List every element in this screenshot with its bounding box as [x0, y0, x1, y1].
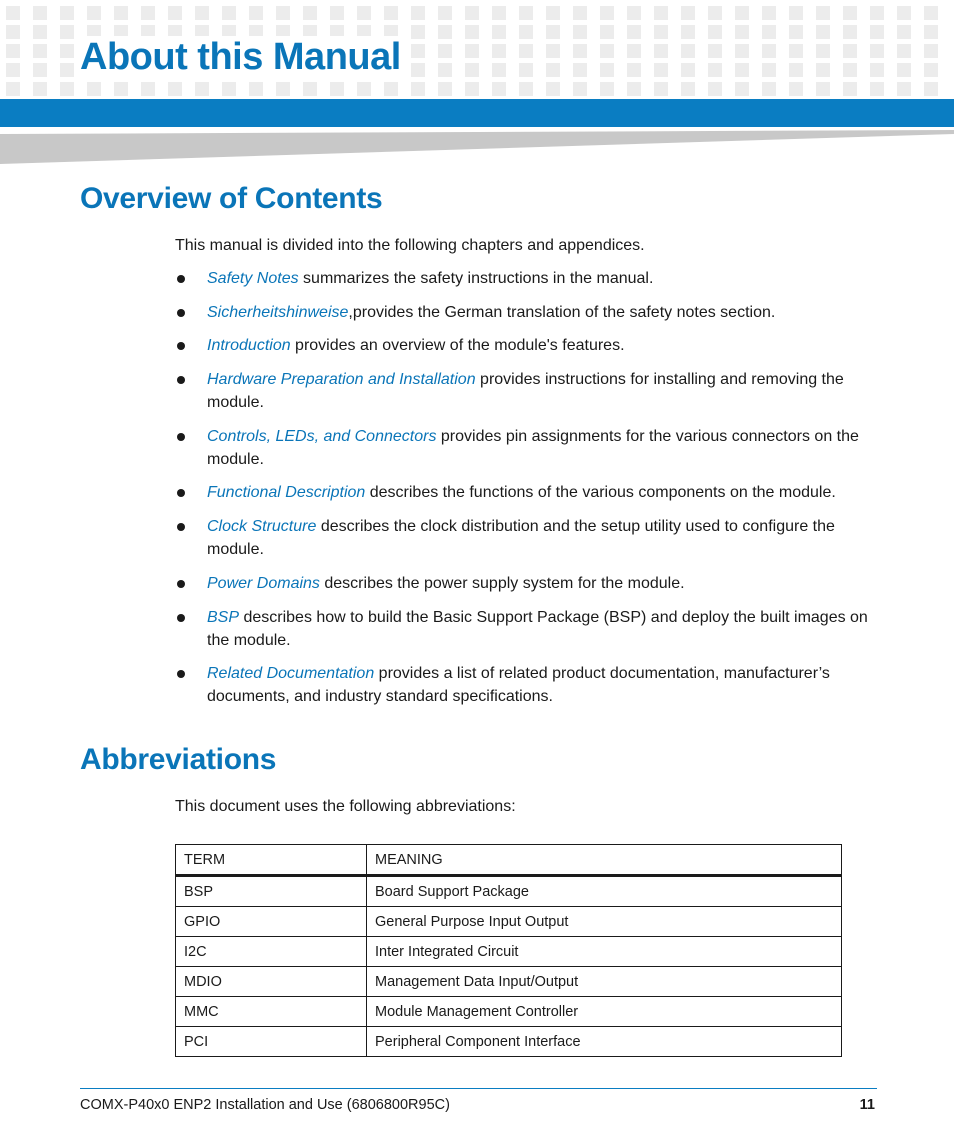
header-pattern-square — [465, 82, 479, 96]
chapter-description: provides instructions for installing and removing the module. — [207, 371, 844, 412]
header-pattern-square — [519, 6, 533, 20]
header-pattern-square — [33, 25, 47, 39]
chapter-link[interactable]: Functional Description — [207, 484, 366, 502]
header-pattern-square — [573, 44, 587, 58]
header-pattern-square — [654, 44, 668, 58]
header-pattern-square — [924, 63, 938, 77]
list-item — [175, 606, 875, 652]
header-pattern-square — [546, 6, 560, 20]
term-cell: MMC — [176, 997, 367, 1027]
list-item — [175, 515, 875, 561]
header-pattern-square — [735, 63, 749, 77]
header-pattern-square — [519, 44, 533, 58]
header-pattern-square — [492, 63, 506, 77]
list-item — [175, 481, 875, 504]
header-pattern-square — [573, 6, 587, 20]
term-cell: GPIO — [176, 907, 367, 937]
chapter-link[interactable]: Clock Structure — [207, 518, 317, 536]
term-cell: PCI — [176, 1027, 367, 1057]
bullet-icon — [177, 614, 185, 622]
header-pattern-square — [546, 44, 560, 58]
header-pattern-square — [762, 6, 776, 20]
table-row — [176, 907, 842, 937]
header-pattern-square — [789, 6, 803, 20]
meaning-cell: Module Management Controller — [367, 997, 842, 1027]
header-pattern-square — [816, 44, 830, 58]
header-blue-band — [0, 99, 954, 127]
header-pattern-square — [492, 82, 506, 96]
chapter-description: provides a list of related product documentation, manufacturer’s documents, and industry standard specifications. — [207, 665, 830, 706]
header-pattern-square — [789, 82, 803, 96]
header-pattern-square — [33, 6, 47, 20]
header-pattern-square — [141, 6, 155, 20]
header-pattern-square — [249, 6, 263, 20]
list-item — [175, 662, 875, 708]
header-pattern-square — [600, 25, 614, 39]
header-pattern-square — [519, 63, 533, 77]
header-pattern-square — [789, 44, 803, 58]
bullet-icon — [177, 523, 185, 531]
header-pattern-square — [438, 25, 452, 39]
bullet-icon — [177, 489, 185, 497]
header-pattern-square — [870, 82, 884, 96]
header-pattern-square — [357, 6, 371, 20]
chapter-link[interactable]: Power Domains — [207, 574, 320, 592]
header-pattern-square — [924, 44, 938, 58]
table-row — [176, 937, 842, 967]
bullet-icon — [177, 670, 185, 678]
header-pattern-square — [492, 6, 506, 20]
chapter-description: ,provides the German translation of the safety notes section. — [348, 303, 776, 321]
header-pattern-square — [573, 63, 587, 77]
header-pattern-square — [222, 82, 236, 96]
header-pattern-square — [897, 6, 911, 20]
header-pattern-square — [600, 63, 614, 77]
bullet-icon — [177, 376, 185, 384]
header-pattern-square — [222, 6, 236, 20]
header-pattern-square — [438, 63, 452, 77]
meaning-cell: Management Data Input/Output — [367, 967, 842, 997]
header-pattern-square — [870, 6, 884, 20]
chapter-link[interactable]: Safety Notes — [207, 270, 299, 287]
header-pattern-square — [762, 44, 776, 58]
header-pattern-square — [654, 25, 668, 39]
meaning-cell: General Purpose Input Output — [367, 907, 842, 937]
header-pattern-square — [789, 25, 803, 39]
header-pattern-square — [6, 44, 20, 58]
header-pattern-square — [762, 63, 776, 77]
bullet-icon — [177, 580, 185, 588]
header-pattern-square — [600, 44, 614, 58]
header-pattern-square — [816, 63, 830, 77]
header-pattern-square — [735, 6, 749, 20]
header-pattern-square — [33, 82, 47, 96]
header-pattern-square — [762, 25, 776, 39]
header-pattern-square — [681, 82, 695, 96]
header-pattern-square — [681, 63, 695, 77]
header-pattern-square — [357, 82, 371, 96]
abbreviations-intro: This document uses the following abbreviations: — [175, 798, 516, 815]
header-pattern-square — [924, 6, 938, 20]
header-pattern-square — [411, 25, 425, 39]
table-header-row — [176, 845, 842, 876]
table-row — [176, 1027, 842, 1057]
header-pattern-square — [465, 44, 479, 58]
header-pattern-square — [627, 82, 641, 96]
header-pattern-square — [60, 44, 74, 58]
chapter-description: provides pin assignments for the various connectors on the module. — [207, 427, 859, 468]
section-heading-overview: Overview of Contents — [80, 182, 383, 215]
header-pattern-square — [843, 6, 857, 20]
page-number: 11 — [859, 1097, 875, 1113]
page-title: About this Manual — [80, 36, 407, 79]
header-pattern-square — [411, 63, 425, 77]
header-pattern-square — [870, 44, 884, 58]
header-pattern-square — [114, 6, 128, 20]
header-pattern-square — [384, 82, 398, 96]
header-pattern-square — [492, 44, 506, 58]
header-pattern-square — [708, 6, 722, 20]
header-pattern-square — [924, 82, 938, 96]
chapter-link[interactable]: Related Documentation — [207, 665, 375, 683]
meaning-cell: Board Support Package — [367, 876, 842, 907]
header-pattern-square — [870, 25, 884, 39]
column-header-meaning: MEANING — [367, 845, 842, 876]
chapter-description: describes the clock distribution and the setup utility used to configure the module. — [207, 518, 835, 559]
header-pattern-square — [654, 82, 668, 96]
header-pattern-square — [519, 82, 533, 96]
header-pattern-square — [762, 82, 776, 96]
header-pattern-square — [573, 25, 587, 39]
list-item — [175, 425, 875, 471]
list-item — [175, 368, 875, 414]
header-pattern-square — [465, 25, 479, 39]
header-pattern-square — [6, 25, 20, 39]
header-pattern-square — [438, 44, 452, 58]
abbreviations-table — [175, 844, 842, 1057]
header-pattern-square — [681, 6, 695, 20]
header-pattern-square — [465, 63, 479, 77]
header-pattern-square — [492, 25, 506, 39]
header-pattern-square — [708, 63, 722, 77]
chapter-description: describes the functions of the various components on the module. — [365, 484, 836, 502]
header-pattern-square — [168, 82, 182, 96]
header-pattern-square — [708, 25, 722, 39]
header-pattern-square — [843, 63, 857, 77]
header-pattern-square — [816, 6, 830, 20]
header-pattern-square — [60, 6, 74, 20]
header-pattern-square — [627, 25, 641, 39]
bullet-icon — [177, 342, 185, 350]
header-pattern-square — [411, 82, 425, 96]
header-pattern-square — [195, 82, 209, 96]
header-pattern-square — [897, 63, 911, 77]
header-pattern-square — [843, 82, 857, 96]
chapter-description: provides an overview of the module's features. — [290, 337, 625, 355]
column-header-term: TERM — [176, 845, 367, 876]
header-pattern-square — [6, 82, 20, 96]
header-pattern-square — [600, 82, 614, 96]
header-pattern-square — [843, 44, 857, 58]
header-pattern-square — [627, 44, 641, 58]
header-pattern-square — [546, 25, 560, 39]
meaning-cell: Inter Integrated Circuit — [367, 937, 842, 967]
header-pattern-square — [276, 6, 290, 20]
bullet-icon — [177, 275, 185, 283]
chapter-description: summarizes the safety instructions in the manual. — [298, 270, 654, 287]
bullet-icon — [177, 433, 185, 441]
header-pattern-square — [681, 44, 695, 58]
header-pattern-square — [330, 82, 344, 96]
header-pattern-square — [789, 63, 803, 77]
header-pattern-square — [897, 82, 911, 96]
table-row — [176, 876, 842, 907]
footer-document-title: COMX-P40x0 ENP2 Installation and Use (6806800R95C) — [80, 1097, 450, 1113]
chapter-link[interactable]: BSP — [207, 608, 240, 626]
header-pattern-square — [843, 25, 857, 39]
header-pattern-square — [546, 82, 560, 96]
term-cell: MDIO — [176, 967, 367, 997]
list-item — [175, 572, 875, 595]
header-pattern-square — [438, 82, 452, 96]
header-pattern-square — [870, 63, 884, 77]
header-pattern-square — [600, 6, 614, 20]
header-pattern-square — [465, 6, 479, 20]
chapter-link[interactable]: Sicherheitshinweise — [207, 303, 349, 321]
header-pattern-square — [546, 63, 560, 77]
term-cell: BSP — [176, 876, 367, 907]
header-pattern-square — [60, 25, 74, 39]
header-pattern-square — [627, 6, 641, 20]
header-pattern-square — [168, 6, 182, 20]
overview-intro: This manual is divided into the following chapters and appendices. — [175, 237, 645, 254]
header-pattern-square — [735, 25, 749, 39]
header-pattern-square — [816, 82, 830, 96]
header-pattern-square — [195, 6, 209, 20]
header-pattern-square — [249, 82, 263, 96]
chapter-description: describes the power supply system for the module. — [319, 574, 685, 592]
header-pattern-square — [654, 6, 668, 20]
header-pattern-square — [87, 82, 101, 96]
header-pattern-square — [708, 44, 722, 58]
section-heading-abbreviations: Abbreviations — [80, 743, 277, 776]
header-gray-wedge — [0, 130, 954, 164]
chapter-link[interactable]: Introduction — [207, 337, 291, 355]
header-pattern-square — [627, 63, 641, 77]
header-pattern-square — [411, 6, 425, 20]
header-pattern-square — [87, 6, 101, 20]
bullet-icon — [177, 309, 185, 317]
header-pattern-square — [411, 44, 425, 58]
header-pattern-square — [276, 82, 290, 96]
chapter-list — [175, 267, 875, 719]
header-pattern-square — [816, 25, 830, 39]
header-pattern-square — [303, 6, 317, 20]
header-pattern-square — [735, 82, 749, 96]
header-pattern-square — [654, 63, 668, 77]
header-pattern-square — [114, 82, 128, 96]
meaning-cell: Peripheral Component Interface — [367, 1027, 842, 1057]
chapter-link[interactable]: Hardware Preparation and Installation — [207, 371, 476, 389]
header-pattern-square — [60, 82, 74, 96]
list-item — [175, 334, 875, 357]
table-row — [176, 967, 842, 997]
header-pattern-square — [681, 25, 695, 39]
header-pattern-square — [6, 6, 20, 20]
header-pattern-square — [897, 25, 911, 39]
header-pattern-square — [924, 25, 938, 39]
header-pattern-square — [141, 82, 155, 96]
header-pattern-square — [303, 82, 317, 96]
header-pattern-square — [33, 63, 47, 77]
header-pattern-square — [384, 6, 398, 20]
header-pattern-square — [519, 25, 533, 39]
header-pattern-square — [573, 82, 587, 96]
list-item — [175, 301, 875, 324]
footer-rule — [80, 1088, 877, 1089]
header-pattern-square — [708, 82, 722, 96]
header-pattern-square — [897, 44, 911, 58]
list-item — [175, 267, 875, 290]
table-row — [176, 997, 842, 1027]
term-cell: I2C — [176, 937, 367, 967]
header-pattern-square — [438, 6, 452, 20]
header-pattern-square — [33, 44, 47, 58]
chapter-link[interactable]: Controls, LEDs, and Connectors — [207, 427, 437, 445]
chapter-description: describes how to build the Basic Support Package (BSP) and deploy the built images on the module. — [207, 608, 868, 649]
header-pattern-square — [330, 6, 344, 20]
header-pattern-square — [735, 44, 749, 58]
header-pattern-square — [6, 63, 20, 77]
header-pattern-square — [60, 63, 74, 77]
